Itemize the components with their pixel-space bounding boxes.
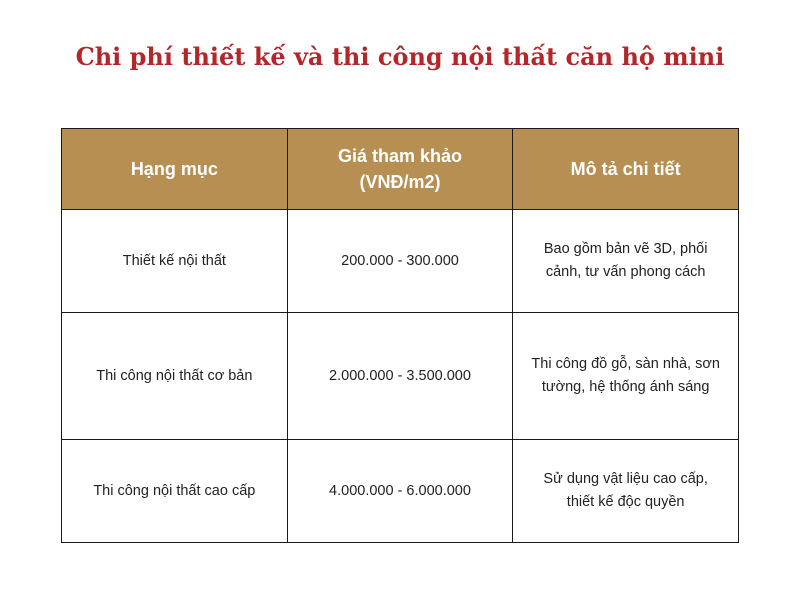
- header-price: Giá tham khảo (VNĐ/m2): [287, 129, 513, 210]
- table-row: [62, 313, 739, 440]
- cell-description: Thi công đồ gỗ, sàn nhà, sơn tường, hệ thống ánh sáng: [513, 313, 739, 440]
- page-title: Chi phí thiết kế và thi công nội thất căn hộ mini: [75, 42, 725, 71]
- header-description: Mô tả chi tiết: [513, 129, 739, 210]
- cell-price: 4.000.000 - 6.000.000: [287, 440, 513, 543]
- cost-table: [61, 128, 739, 543]
- table-row: [62, 440, 739, 543]
- cell-description: Bao gồm bản vẽ 3D, phối cảnh, tư vấn phong cách: [513, 210, 739, 313]
- cell-description: Sử dụng vật liệu cao cấp, thiết kế độc quyền: [513, 440, 739, 543]
- table-header-row: [62, 129, 739, 210]
- cell-item: Thi công nội thất cao cấp: [62, 440, 288, 543]
- table-row: [62, 210, 739, 313]
- header-item: Hạng mục: [62, 129, 288, 210]
- cell-price: 2.000.000 - 3.500.000: [287, 313, 513, 440]
- cell-price: 200.000 - 300.000: [287, 210, 513, 313]
- cell-item: Thi công nội thất cơ bản: [62, 313, 288, 440]
- cell-item: Thiết kế nội thất: [62, 210, 288, 313]
